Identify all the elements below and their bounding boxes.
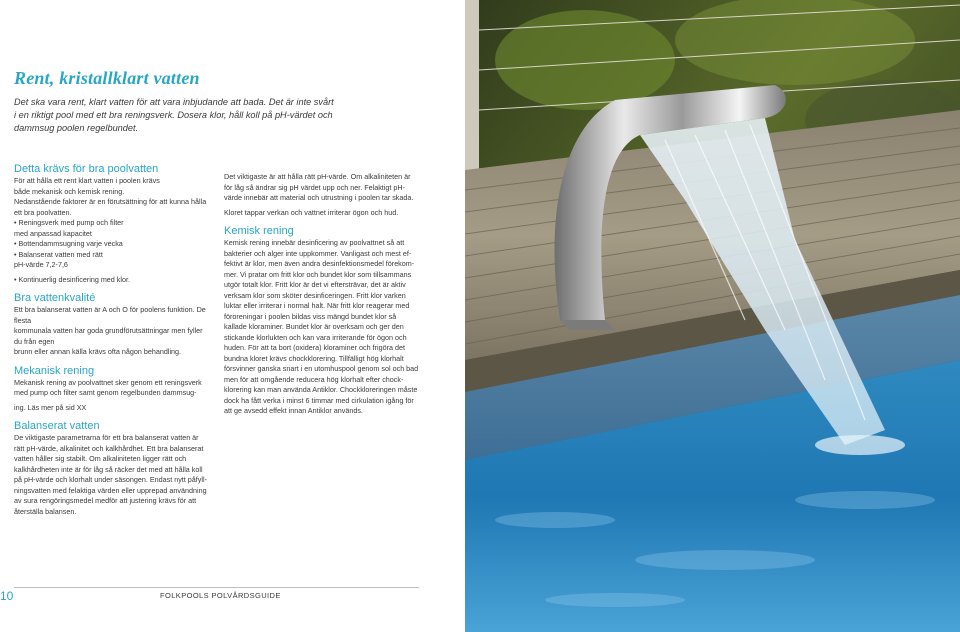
text-line: du från egen: [14, 336, 55, 346]
text-line: dock ha fått verka i minst 6 timmar med cirkulation igång för: [224, 395, 414, 405]
pool-waterfall-photo: [465, 0, 960, 632]
text-line: Kemisk rening innebär desinficering av poolvattnet så att: [224, 238, 405, 247]
text-line: av sura rengöringsmedel medför att justering krävs för att: [14, 496, 197, 505]
intro-line: i en riktigt pool med ett bra reningsverk. Dosera klor, håll koll på pH-värdet och: [14, 110, 333, 120]
intro-line: dammsug poolen regelbundet.: [14, 123, 139, 133]
page-number: 10: [0, 589, 14, 603]
text-line: ing. Läs mer på sid XX: [14, 402, 87, 412]
text-line: vatten håller sig stabilt. Om alkaliniteten ligger rätt och: [14, 454, 187, 463]
text-line: Kloret tappar verkan och vattnet irriterar ögon och hud.: [224, 207, 399, 217]
intro-line: Det ska vara rent, klart vatten för att vara inbjudande att bada. Det är inte svårt: [14, 97, 334, 107]
text-line: • Balanserat vatten med rätt: [14, 249, 103, 259]
section-text-balanserat: [14, 433, 219, 517]
text-line: stickande klorlukten och kan vara irriterande för ögon och: [224, 332, 407, 342]
section-text-vattenkvalite: [14, 305, 219, 358]
text-line: men för att omgående reducera hög klorhalt efter chock-: [224, 374, 404, 384]
text-line: värde innebär att material och utrustning i poolen tar skada.: [224, 193, 414, 202]
text-line: försvinner ganska snart i en utomhuspool genom sol och bad: [224, 364, 419, 373]
text-line: både mekanisk och kemisk rening.: [14, 186, 125, 196]
text-line: huden. För att ta bort (oxidera) kloraminer och frigöra det: [224, 343, 405, 352]
section-text-mekanisk: [14, 378, 219, 414]
text-line: mer. Vi pratar om fritt klor och bundet klor som tillsammans: [224, 269, 412, 279]
section-text-kemisk: [224, 238, 424, 417]
text-line: Nedanstående faktorer är en förutsättning för att kunna hålla: [14, 197, 207, 206]
text-line: bakterier och alger inte uppkommer. Vanligast och mest ef-: [224, 248, 412, 258]
text-line: fektivt är klor, men även andra desinfektionsmedel förekom-: [224, 259, 415, 268]
ph-paragraph: [224, 172, 424, 218]
text-line: luktar eller irriterar i normal halt. När fritt klor reagerar med: [224, 301, 410, 310]
text-line: med anpassad kapacitet: [14, 228, 92, 238]
text-line: utgör totalt klor. Fritt klor är det vi eftersträvar, det är aktiv: [224, 280, 406, 289]
footer-divider: [14, 587, 419, 588]
section-heading-vattenkvalite: Bra vattenkvalité: [14, 292, 96, 304]
text-line: kalkhårdheten inte är för låg så räcker det med att hålla koll: [14, 464, 203, 474]
text-line: verksam klor som sköter desinficeringen. Fritt klor varken: [224, 290, 406, 300]
text-line: • Kontinuerlig desinficering med klor.: [14, 274, 130, 284]
section-heading-mekanisk: Mekanisk rening: [14, 364, 95, 377]
text-line: rätt pH-värde, alkalinitet och kalkhårdhet. Ett bra balanserat: [14, 443, 204, 453]
text-line: återställa balansen.: [14, 506, 77, 516]
text-line: klorering kan man använda Antiklor. Chockkloreringen måste: [224, 385, 418, 394]
section-heading-balanserat: Balanserat vatten: [14, 420, 100, 432]
text-line: • Reningsverk med pump och filter: [14, 218, 124, 227]
text-line: att ge avsedd effekt innan Antiklor används.: [224, 406, 363, 415]
section-heading-poolvatten: Detta krävs för bra poolvatten: [14, 163, 159, 175]
section-heading-kemisk: Kemisk rening: [224, 225, 294, 237]
text-page: [0, 0, 465, 632]
text-line: Ett bra balanserat vatten är A och O för poolens funktion. De: [14, 305, 206, 314]
text-line: Mekanisk rening av poolvattnet sker genom ett reningsverk: [14, 377, 202, 387]
text-line: föroreningar i poolen bildas viss mängd bundet klor så: [224, 311, 397, 321]
text-line: • Bottendammsugning varje vecka: [14, 239, 123, 248]
text-line: med pump och filter samt genom regelbunden dammsug-: [14, 388, 197, 397]
text-line: pH-värde 7,2-7,6: [14, 260, 68, 269]
text-line: bundna kloret krävs chockklorering. Tillfälligt hög klorhalt: [224, 353, 404, 363]
left-column: [14, 162, 219, 517]
text-line: För att hålla ett rent klart vatten i poolen krävs: [14, 176, 160, 185]
text-line: ett bra poolvatten.: [14, 207, 72, 217]
text-line: De viktigaste parametrarna för ett bra balanserat vatten är: [14, 433, 199, 442]
text-line: för låg så ändrar sig pH värdet upp och ner. Felaktigt pH-: [224, 182, 405, 192]
section-text-poolvatten: [14, 176, 219, 285]
intro-paragraph: [14, 96, 344, 135]
text-line: kallade kloraminer. Bundet klor är overksam och ger den: [224, 322, 404, 331]
text-line: brunn eller annan källa krävs ofta någon behandling.: [14, 347, 182, 356]
text-line: ningsvatten med felaktiga värden eller upprepad användning: [14, 485, 207, 495]
text-line: flesta: [14, 315, 32, 325]
right-column: [224, 172, 424, 417]
page-title: Rent, kristallklart vatten: [14, 68, 200, 88]
footer-title: FOLKPOOLS POLVÅRDSGUIDE: [160, 591, 281, 600]
text-line: Det viktigaste är att hålla rätt pH-värde. Om alkaliniteten är: [224, 172, 411, 181]
text-line: på pH-värde och klorhalt under säsongen. Endast nytt påfyll-: [14, 475, 207, 484]
text-line: kommunala vatten har goda grundförutsättningar men fyller: [14, 326, 203, 335]
